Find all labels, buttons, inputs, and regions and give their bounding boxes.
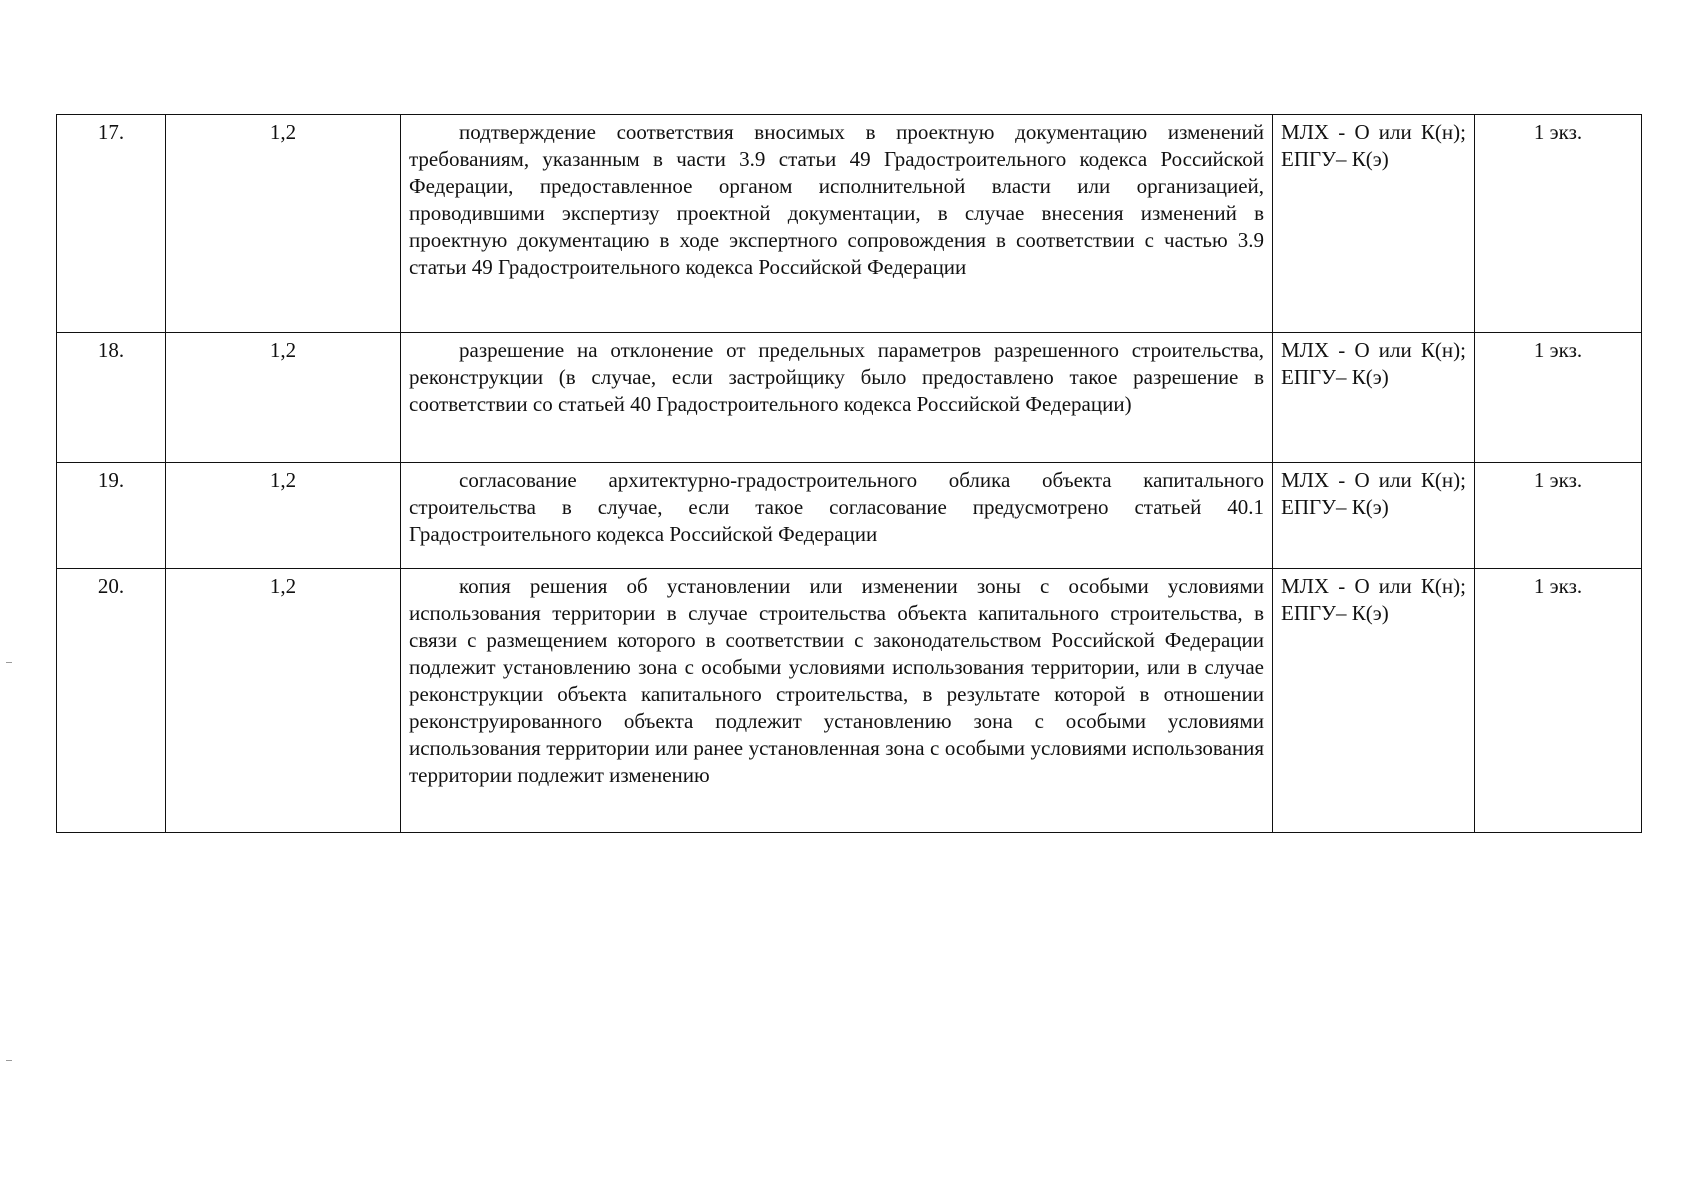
row-description-text: согласование архитектурно-градостроительного облика объекта капитального строительства в случае, если такое согласование предусмотрено статьей 40.1 Градостроительного кодекса Российской Федерации bbox=[409, 468, 1264, 546]
row-submission-form: МЛХ - О или К(н); ЕПГУ– К(э) bbox=[1273, 333, 1475, 463]
row-description bbox=[401, 569, 1273, 833]
row-description-text: разрешение на отклонение от предельных параметров разрешенного строительства, реконструкции (в случае, если застройщику было предоставлено такое разрешение в соответствии со статьей 40 Градостроительного кодекса Российской Федерации) bbox=[409, 338, 1264, 416]
row-description-text: подтверждение соответствия вносимых в проектную документацию изменений требованиям, указанным в части 3.9 статьи 49 Градостроительного кодекса Российской Федерации, предоставленное органом исполнительной власти или организацией, проводившими экспертизу проектной документации, в случае внесения изменений в проектную документацию в ходе экспертного сопровождения в соответствии с частью 3.9 статьи 49 Градостроительного кодекса Российской Федерации bbox=[409, 120, 1264, 279]
row-code: 1,2 bbox=[166, 569, 401, 833]
row-code: 1,2 bbox=[166, 333, 401, 463]
row-submission-form: МЛХ - О или К(н); ЕПГУ– К(э) bbox=[1273, 569, 1475, 833]
row-description-text: копия решения об установлении или изменении зоны с особыми условиями использования территории в случае строительства объекта капитального строительства, в связи с размещением которого в соответствии с законодательством Российской Федерации подлежит установлению зона с особыми условиями использования территории, или в случае реконструкции объекта капитального строительства, в результате которой в отношении реконструированного объекта подлежит установлению зона с особыми условиями использования территории или ранее установленная зона с особыми условиями использования территории подлежит изменению bbox=[409, 574, 1264, 787]
row-copies: 1 экз. bbox=[1475, 115, 1642, 333]
row-number: 17. bbox=[57, 115, 166, 333]
row-number: 19. bbox=[57, 463, 166, 569]
row-description bbox=[401, 463, 1273, 569]
scan-edge-mark bbox=[6, 662, 12, 663]
table-row bbox=[57, 115, 1642, 333]
table-row bbox=[57, 333, 1642, 463]
row-copies: 1 экз. bbox=[1475, 463, 1642, 569]
row-copies: 1 экз. bbox=[1475, 569, 1642, 833]
row-code: 1,2 bbox=[166, 463, 401, 569]
row-copies: 1 экз. bbox=[1475, 333, 1642, 463]
row-code: 1,2 bbox=[166, 115, 401, 333]
row-description bbox=[401, 333, 1273, 463]
row-submission-form: МЛХ - О или К(н); ЕПГУ– К(э) bbox=[1273, 115, 1475, 333]
row-number: 20. bbox=[57, 569, 166, 833]
row-submission-form: МЛХ - О или К(н); ЕПГУ– К(э) bbox=[1273, 463, 1475, 569]
row-number: 18. bbox=[57, 333, 166, 463]
table-row bbox=[57, 569, 1642, 833]
table-row bbox=[57, 463, 1642, 569]
documents-table bbox=[56, 114, 1642, 833]
row-description bbox=[401, 115, 1273, 333]
scan-edge-mark bbox=[6, 1060, 12, 1061]
